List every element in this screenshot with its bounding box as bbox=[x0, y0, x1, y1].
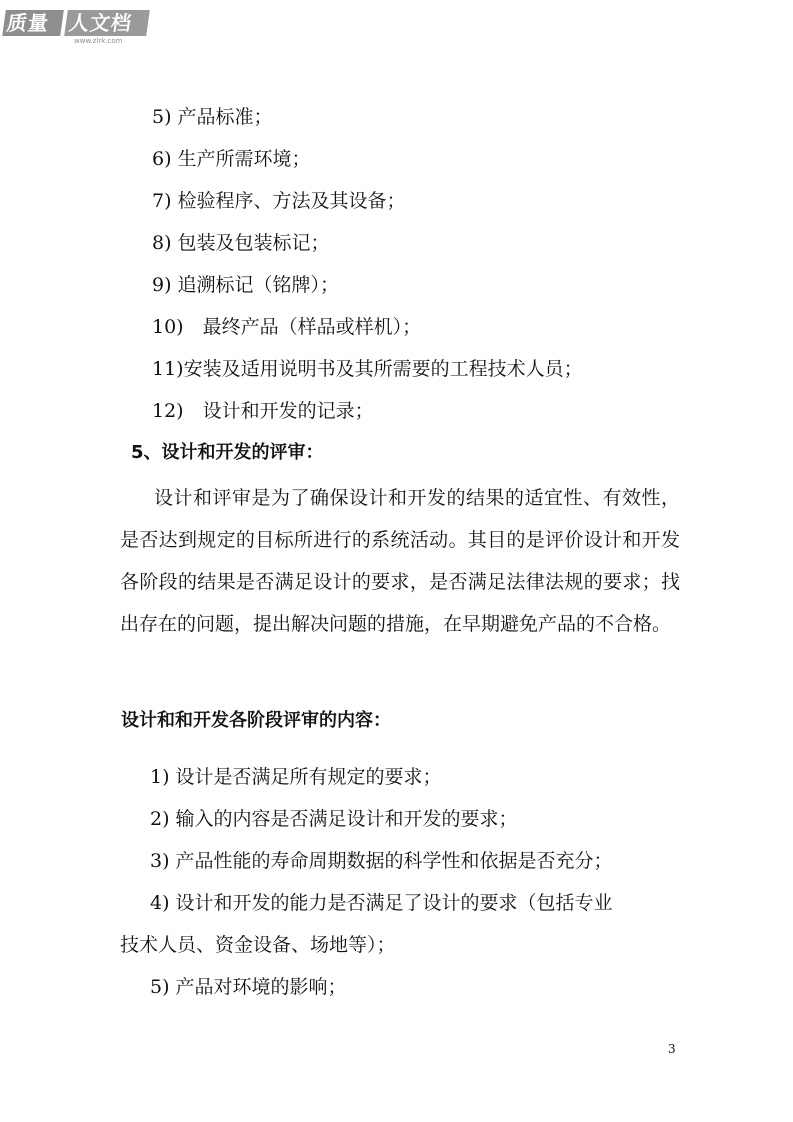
list-item: 5) 产品对环境的影响； bbox=[150, 976, 347, 998]
list-item: 10) 最终产品（样品或样机）； bbox=[152, 316, 422, 338]
list-item: 9) 追溯标记（铭牌）； bbox=[152, 274, 340, 296]
section-heading: 5、设计和开发的评审： bbox=[131, 442, 324, 463]
section-paragraph: 设计和评审是为了确保设计和开发的结果的适宜性、有效性，是否达到规定的目标所进行的系统活动。其目的是评价设计和开发各阶段的结果是否满足设计的要求，是否满足法律法规的要求；找出存在的问题，提出解决问题的措施，在早期避免产品的不合格。 bbox=[120, 487, 680, 635]
list-item: 12) 设计和开发的记录； bbox=[152, 400, 374, 422]
list-item: 6) 生产所需环境； bbox=[152, 148, 311, 170]
list-item: 1) 设计是否满足所有规定的要求； bbox=[150, 766, 442, 788]
list-item: 5) 产品标准； bbox=[152, 106, 273, 128]
list-item: 3) 产品性能的寿命周期数据的科学性和依据是否充分； bbox=[150, 850, 613, 872]
page-number: 3 bbox=[668, 1042, 676, 1056]
list-item: 11)安装及适用说明书及其所需要的工程技术人员； bbox=[152, 358, 583, 380]
list-item-continuation: 技术人员、资金设备、场地等）； bbox=[120, 934, 396, 956]
list-item: 4) 设计和开发的能力是否满足了设计的要求（包括专业 bbox=[150, 892, 613, 914]
list-item: 7) 检验程序、方法及其设备； bbox=[152, 190, 406, 212]
watermark-logo bbox=[4, 6, 154, 46]
watermark-part2: 人文档 bbox=[64, 10, 150, 36]
review-heading: 设计和和开发各阶段评审的内容： bbox=[121, 710, 391, 731]
watermark-part1: 质量 bbox=[2, 10, 64, 36]
list-item: 8) 包装及包装标记； bbox=[152, 232, 330, 254]
watermark-url: www.zlrk.com bbox=[74, 37, 123, 45]
list-item: 2) 输入的内容是否满足设计和开发的要求； bbox=[150, 808, 518, 830]
